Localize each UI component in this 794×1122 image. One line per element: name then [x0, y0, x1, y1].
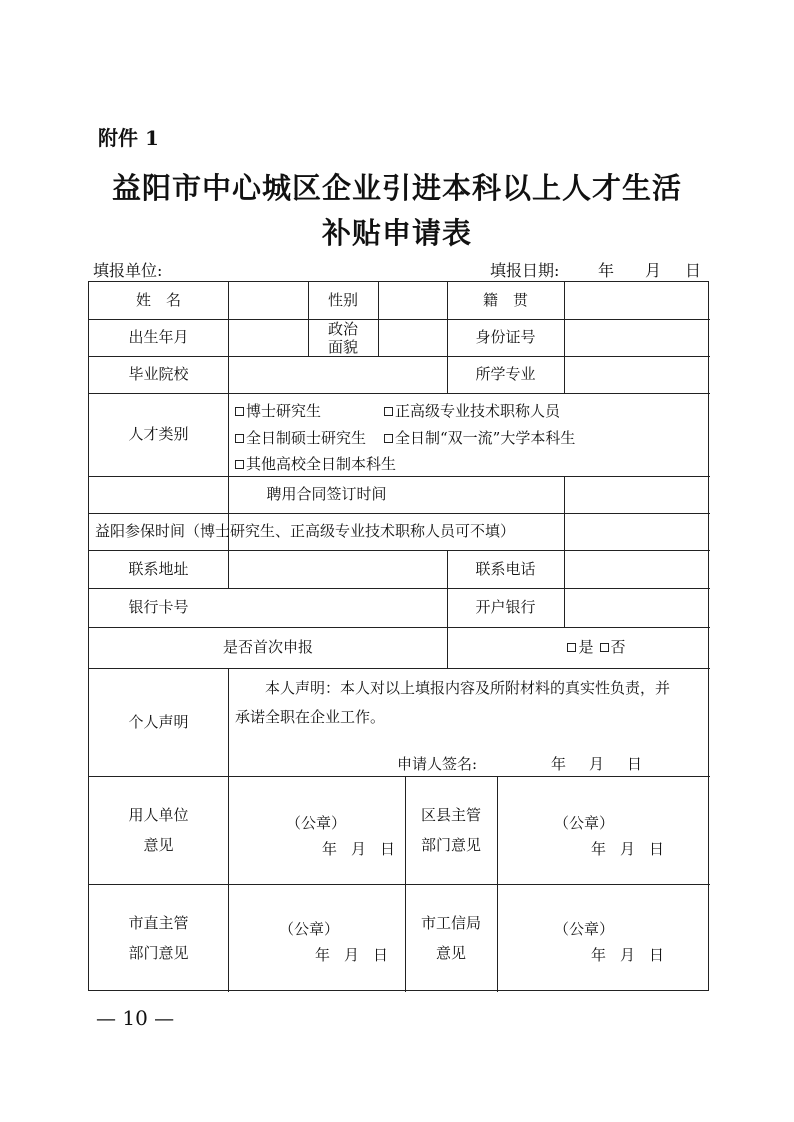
checkbox-icon	[384, 434, 393, 443]
declaration-line-1: 本人声明：本人对以上填报内容及所附材料的真实性负责，并	[265, 679, 671, 697]
political-label-line-1: 政治	[327, 319, 358, 338]
date-year-unit: 年	[598, 261, 615, 280]
first-apply-no[interactable]: 否	[600, 636, 626, 659]
talent-label: 人才类别	[128, 425, 189, 444]
date-month-unit: 月	[645, 261, 662, 280]
contract-field[interactable]	[564, 476, 710, 513]
applicant-sign-label: 申请人签名:	[397, 755, 478, 773]
school-field[interactable]	[228, 356, 447, 393]
checkbox-icon	[235, 434, 244, 443]
form-title-line-1: 益阳市中心城区企业引进本科以上人才生活	[111, 171, 682, 205]
first-apply-label: 是否首次申报	[222, 638, 313, 657]
name-label: 姓 名	[135, 291, 181, 310]
attachment-label: 附件 1	[98, 126, 159, 150]
origin-label: 籍 贯	[482, 291, 528, 310]
declaration-text	[235, 674, 705, 733]
phone-field[interactable]	[564, 550, 710, 588]
page-number: — 10 —	[96, 1006, 175, 1030]
declaration-line-2: 承诺全职在企业工作。	[235, 708, 386, 727]
origin-field[interactable]	[564, 282, 710, 319]
address-label: 联系地址	[128, 559, 189, 578]
talent-option-senior-title[interactable]: 正高级专业技术职称人员	[384, 400, 560, 421]
bank-card-label: 银行卡号	[128, 598, 189, 617]
city-opinion-label: 市直主管 部门意见	[128, 914, 189, 962]
major-field[interactable]	[564, 356, 710, 393]
first-apply-yes[interactable]: 是	[567, 636, 593, 659]
applicant-sign[interactable]: 申请人签名: 年 月 日	[397, 755, 643, 773]
school-label: 毕业院校	[128, 365, 189, 384]
industry-date: 年 月 日	[591, 946, 665, 964]
talent-option-master[interactable]: 全日制硕士研究生	[235, 427, 366, 448]
district-date: 年 月 日	[591, 840, 665, 858]
district-seal: （公章）	[554, 814, 615, 832]
political-field[interactable]	[378, 319, 447, 356]
checkbox-icon	[600, 643, 609, 652]
name-field[interactable]	[228, 282, 308, 319]
bank-label: 开户银行	[475, 598, 536, 617]
employer-seal: （公章）	[286, 814, 347, 832]
political-label-line-2: 面貌	[327, 337, 358, 356]
checkbox-icon	[235, 460, 244, 469]
insurance-field[interactable]	[564, 513, 710, 550]
address-field[interactable]	[228, 550, 447, 588]
gender-field[interactable]	[378, 282, 447, 319]
district-opinion-label: 区县主管 部门意见	[420, 806, 481, 854]
talent-option-doctor[interactable]: 博士研究生	[235, 400, 321, 421]
application-form-table	[88, 281, 709, 991]
date-day-unit: 日	[685, 261, 702, 280]
checkbox-icon	[235, 407, 244, 416]
contract-label: 聘用合同签订时间	[266, 485, 387, 504]
fill-unit-label: 填报单位:	[93, 261, 163, 280]
checkbox-icon	[384, 407, 393, 416]
birth-label: 出生年月	[128, 328, 189, 347]
checkbox-icon	[567, 643, 576, 652]
first-apply-options	[447, 627, 710, 668]
political-label	[308, 319, 378, 356]
declaration-label: 个人声明	[128, 712, 189, 731]
talent-option-other-bachelor[interactable]: 其他高校全日制本科生	[235, 453, 396, 474]
gender-label: 性别	[327, 291, 358, 310]
bank-field[interactable]	[564, 588, 710, 627]
employer-date: 年 月 日	[322, 840, 396, 858]
insurance-label: 益阳参保时间（博士研究生、正高级专业技术职称人员可不填）	[95, 522, 516, 541]
form-title-line-2: 补贴申请表	[321, 216, 472, 250]
industry-opinion-label: 市工信局 意见	[420, 914, 481, 962]
id-label: 身份证号	[475, 328, 536, 347]
industry-seal: （公章）	[554, 920, 615, 938]
birth-field[interactable]	[228, 319, 308, 356]
id-field[interactable]	[564, 319, 710, 356]
city-date: 年 月 日	[315, 946, 389, 964]
talent-option-double-first-class[interactable]: 全日制“双一流”大学本科生	[384, 427, 575, 448]
bank-card-field[interactable]	[228, 588, 447, 627]
employer-opinion-label: 用人单位 意见	[128, 806, 189, 854]
city-seal: （公章）	[279, 920, 340, 938]
fill-date-label: 填报日期:	[490, 261, 560, 280]
phone-label: 联系电话	[475, 559, 536, 578]
fill-date	[490, 258, 705, 281]
major-label: 所学专业	[475, 365, 536, 384]
